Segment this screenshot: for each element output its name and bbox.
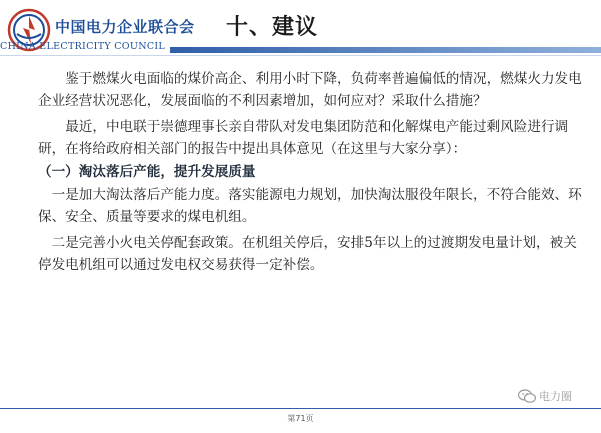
org-name-cn: 中国电力企业联合会 — [55, 18, 195, 36]
org-name-en: CHINA ELECTRICITY COUNCIL — [0, 41, 166, 52]
watermark — [518, 388, 572, 404]
recommendation-item-2: 二是完善小火电关停配套政策。在机组关停后，安排5年以上的过渡期发电量计划，被关停发电机组可以通过发电权交易获得一定补偿。 — [38, 235, 577, 273]
slide-content — [38, 68, 583, 276]
survey-paragraph: 最近，中电联于崇德理事长亲自带队对发电集团防范和化解煤电产能过剩风险进行调研，在将给政府相关部门的报告中提出具体意见（在这里与大家分享）： — [38, 119, 569, 157]
watermark-text: 电力圈 — [539, 390, 572, 403]
intro-paragraph: 鉴于燃煤火电面临的煤价高企、利用小时下降，负荷率普遍偏低的情况，燃煤火力发电企业经营状况恶化，发展面临的不利因素增加，如何应对？采取什么措施？ — [38, 71, 582, 109]
footer-divider — [0, 408, 601, 409]
header-divider — [0, 55, 601, 56]
page-number: 第71页 — [287, 414, 314, 423]
header-accent-bar — [170, 47, 601, 53]
recommendation-item-1: 一是加大淘汰落后产能力度。落实能源电力规划，加快淘汰服役年限长，不符合能效、环保、安全、质量等要求的煤电机组。 — [38, 187, 582, 225]
slide-title: 十、建议 — [226, 15, 319, 40]
section-heading: （一）淘汰落后产能，提升发展质量 — [38, 164, 256, 180]
wechat-icon — [518, 389, 536, 403]
